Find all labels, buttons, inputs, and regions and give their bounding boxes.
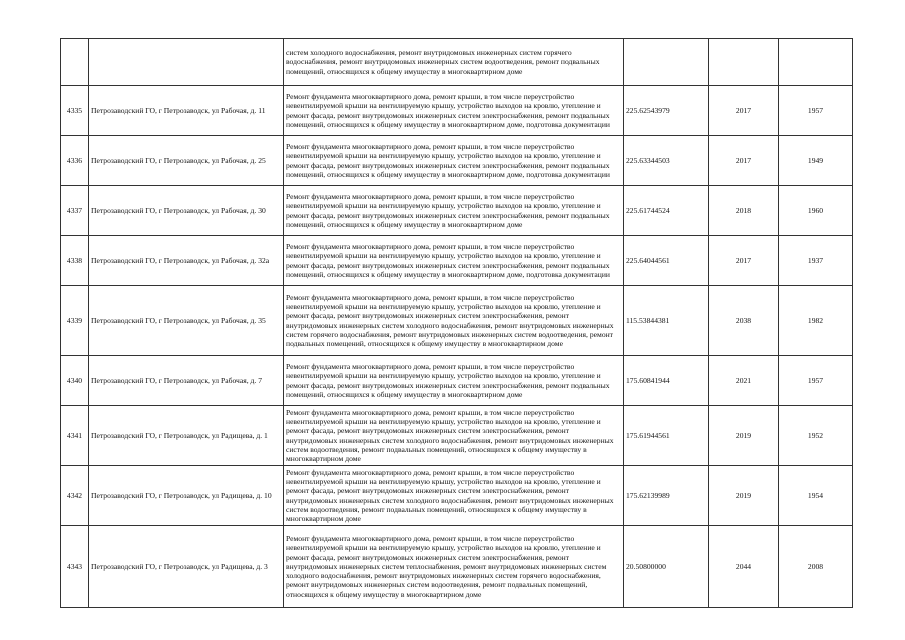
works-cell: Ремонт фундамента многоквартирного дома, ремонт крыши, в том числе переустройство невентилируемой крыши на вентилируемую крышу, устройство выходов на кровлю, утепление и ремонт фасада, ремонт внутридомовых инженерных систем электроснабжения, ремонт внутридомовых инженерных систем теплоснабжения, ремонт внутридомовых инженерных систем холодного водоснабжения, ремонт внутридомовых инженерных систем горячего водоснабжения, ремонт внутридомовых инженерных систем водоотведения, ремонт подвальных помещений, относящихся к общему имуществу в многоквартирном доме — [284, 526, 624, 608]
row-number: 4338 — [61, 236, 89, 286]
built-year-cell: 2008 — [779, 526, 853, 608]
address-cell: Петрозаводский ГО, г Петрозаводск, ул Рабочая, д. 25 — [89, 136, 284, 186]
works-cell: Ремонт фундамента многоквартирного дома, ремонт крыши, в том числе переустройство невентилируемой крыши на вентилируемую крышу, устройство выходов на кровлю, утепление и ремонт фасада, ремонт внутридомовых инженерных систем электроснабжения, ремонт подвальных помещений, относящихся к общему имуществу в многоквартирном доме, подготовка документации — [284, 86, 624, 136]
cost-cell: 115.53844381 — [624, 286, 709, 356]
works-cell: Ремонт фундамента многоквартирного дома, ремонт крыши, в том числе переустройство невентилируемой крыши на вентилируемую крышу, устройство выходов на кровлю, утепление и ремонт фасада, ремонт внутридомовых инженерных систем электроснабжения, ремонт подвальных помещений, относящихся к общему имуществу в многоквартирном доме — [284, 186, 624, 236]
works-cell: Ремонт фундамента многоквартирного дома, ремонт крыши, в том числе переустройство невентилируемой крыши на вентилируемую крышу, устройство выходов на кровлю, утепление и ремонт фасада, ремонт внутридомовых инженерных систем электроснабжения, ремонт подвальных помещений, относящихся к общему имуществу в многоквартирном доме — [284, 356, 624, 406]
built-year-cell: 1954 — [779, 466, 853, 526]
planned-year-cell: 2021 — [709, 356, 779, 406]
address-cell: Петрозаводский ГО, г Петрозаводск, ул Радищева, д. 1 — [89, 406, 284, 466]
built-year-cell: 1937 — [779, 236, 853, 286]
address-cell — [89, 39, 284, 86]
row-number: 4337 — [61, 186, 89, 236]
cost-cell: 175.62139989 — [624, 466, 709, 526]
table-row — [61, 136, 853, 186]
works-cell: Ремонт фундамента многоквартирного дома, ремонт крыши, в том числе переустройство невентилируемой крыши на вентилируемую крышу, устройство выходов на кровлю, утепление и ремонт фасада, ремонт внутридомовых инженерных систем электроснабжения, ремонт внутридомовых инженерных систем холодного водоснабжения, ремонт внутридомовых инженерных систем водоотведения, ремонт подвальных помещений, относящихся к общему имуществу в многоквартирном доме — [284, 466, 624, 526]
cost-cell — [624, 39, 709, 86]
planned-year-cell: 2017 — [709, 136, 779, 186]
cost-cell: 225.63344503 — [624, 136, 709, 186]
works-cell: Ремонт фундамента многоквартирного дома, ремонт крыши, в том числе переустройство невентилируемой крыши на вентилируемую крышу, устройство выходов на кровлю, утепление и ремонт фасада, ремонт внутридомовых инженерных систем электроснабжения, ремонт подвальных помещений, относящихся к общему имуществу в многоквартирном доме, подготовка документации — [284, 236, 624, 286]
table-row — [61, 236, 853, 286]
address-cell: Петрозаводский ГО, г Петрозаводск, ул Радищева, д. 3 — [89, 526, 284, 608]
address-cell: Петрозаводский ГО, г Петрозаводск, ул Рабочая, д. 30 — [89, 186, 284, 236]
cost-cell: 175.61944561 — [624, 406, 709, 466]
row-number — [61, 39, 89, 86]
row-number: 4343 — [61, 526, 89, 608]
planned-year-cell: 2018 — [709, 186, 779, 236]
planned-year-cell: 2038 — [709, 286, 779, 356]
built-year-cell — [779, 39, 853, 86]
cost-cell: 225.61744524 — [624, 186, 709, 236]
cost-cell: 175.60841944 — [624, 356, 709, 406]
address-cell: Петрозаводский ГО, г Петрозаводск, ул Радищева, д. 10 — [89, 466, 284, 526]
works-cell: систем холодного водоснабжения, ремонт внутридомовых инженерных систем горячего водоснабжения, ремонт внутридомовых инженерных систем водоотведения, ремонт подвальных помещений, относящихся к общему имуществу в многоквартирном доме — [284, 39, 624, 86]
built-year-cell: 1952 — [779, 406, 853, 466]
table-row — [61, 286, 853, 356]
address-cell: Петрозаводский ГО, г Петрозаводск, ул Рабочая, д. 35 — [89, 286, 284, 356]
table-row — [61, 406, 853, 466]
address-cell: Петрозаводский ГО, г Петрозаводск, ул Рабочая, д. 32а — [89, 236, 284, 286]
repair-schedule-table — [60, 38, 853, 608]
built-year-cell: 1960 — [779, 186, 853, 236]
row-number: 4339 — [61, 286, 89, 356]
cost-cell: 225.64044561 — [624, 236, 709, 286]
built-year-cell: 1982 — [779, 286, 853, 356]
table-row — [61, 466, 853, 526]
planned-year-cell: 2044 — [709, 526, 779, 608]
table-row — [61, 186, 853, 236]
row-number: 4341 — [61, 406, 89, 466]
row-number: 4335 — [61, 86, 89, 136]
built-year-cell: 1957 — [779, 356, 853, 406]
planned-year-cell: 2019 — [709, 466, 779, 526]
table-row — [61, 86, 853, 136]
table-row — [61, 356, 853, 406]
planned-year-cell: 2017 — [709, 86, 779, 136]
works-cell: Ремонт фундамента многоквартирного дома, ремонт крыши, в том числе переустройство невентилируемой крыши на вентилируемую крышу, устройство выходов на кровлю, утепление и ремонт фасада, ремонт внутридомовых инженерных систем электроснабжения, ремонт внутридомовых инженерных систем холодного водоснабжения, ремонт внутридомовых инженерных систем горячего водоснабжения, ремонт внутридомовых инженерных систем водоотведения, ремонт подвальных помещений, относящихся к общему имуществу в многоквартирном доме — [284, 286, 624, 356]
built-year-cell: 1949 — [779, 136, 853, 186]
works-cell: Ремонт фундамента многоквартирного дома, ремонт крыши, в том числе переустройство невентилируемой крыши на вентилируемую крышу, устройство выходов на кровлю, утепление и ремонт фасада, ремонт внутридомовых инженерных систем электроснабжения, ремонт внутридомовых инженерных систем холодного водоснабжения, ремонт внутридомовых инженерных систем водоотведения, ремонт подвальных помещений, относящихся к общему имуществу в многоквартирном доме — [284, 406, 624, 466]
cost-cell: 20.50800000 — [624, 526, 709, 608]
built-year-cell: 1957 — [779, 86, 853, 136]
address-cell: Петрозаводский ГО, г Петрозаводск, ул Рабочая, д. 11 — [89, 86, 284, 136]
table-row — [61, 526, 853, 608]
works-cell: Ремонт фундамента многоквартирного дома, ремонт крыши, в том числе переустройство невентилируемой крыши на вентилируемую крышу, устройство выходов на кровлю, утепление и ремонт фасада, ремонт внутридомовых инженерных систем электроснабжения, ремонт подвальных помещений, относящихся к общему имуществу в многоквартирном доме, подготовка документации — [284, 136, 624, 186]
row-number: 4342 — [61, 466, 89, 526]
row-number: 4336 — [61, 136, 89, 186]
cost-cell: 225.62543979 — [624, 86, 709, 136]
planned-year-cell — [709, 39, 779, 86]
address-cell: Петрозаводский ГО, г Петрозаводск, ул Рабочая, д. 7 — [89, 356, 284, 406]
table-row — [61, 39, 853, 86]
row-number: 4340 — [61, 356, 89, 406]
planned-year-cell: 2019 — [709, 406, 779, 466]
planned-year-cell: 2017 — [709, 236, 779, 286]
